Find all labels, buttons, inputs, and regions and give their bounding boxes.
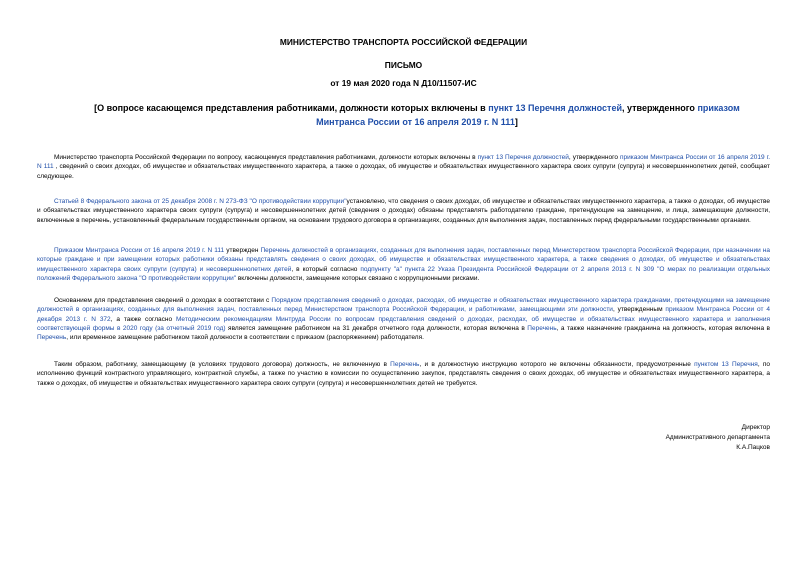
paragraph-text: Основанием для представления сведений о доходах в соответствии с <box>54 297 272 304</box>
paragraph-text: Таким образом, работнику, замещающему (в условиях трудового договора) должность, не включенную в <box>54 361 391 368</box>
paragraph-text: , сведений о своих доходах, об имуществе и обязательствах имущественного характера, а также о доходах, об имуществе и обязательствах имущественного характера своих супруги (супруга) и несовершеннолетних детей, сообщает следующее. <box>37 163 771 180</box>
paragraph-text: включены должности, замещение которых связано с коррупционными рисками. <box>236 274 480 282</box>
paragraph-text: , и в должностную инструкцию которого не включены обязанности, предусмотренные <box>419 361 695 368</box>
paragraph-text: Министерство транспорта Российской Федерации по вопросу, касающемуся представления работниками, должности которых включены в <box>54 154 478 161</box>
link-order-372[interactable]: приказом Минтранса России от 4 декабря 2013 г. N 372 <box>37 306 770 323</box>
link-order-111[interactable]: Приказом Минтранса России от 16 апреля 2019 г. N 111 <box>54 247 225 254</box>
ministry-heading: МИНИСТЕРСТВО ТРАНСПОРТА РОССИЙСКОЙ ФЕДЕРАЦИИ <box>279 37 528 47</box>
paragraph-text: является замещение работником на 31 декабря отчетного года должности, которая включена в <box>225 324 528 332</box>
paragraph-4 <box>37 296 770 342</box>
link-perechen[interactable]: Перечень <box>390 361 420 368</box>
document-title <box>72 101 762 129</box>
paragraph-text: , утвержденного <box>568 154 620 161</box>
paragraph-text: , а также согласно <box>110 315 176 323</box>
link-perechen-dolzhnostey[interactable]: Перечень должностей в организациях, созданных для выполнения задач, поставленных перед Министерством транспорта Российской Федерации, при назначении на которые граждане и при замещении которых работники обязаны представлять сведения о своих доходах, об имуществе и обязательствах имущественного характера, а также сведения о доходах, об имуществе и обязательствах имущественного характера своих супруги (супруга) и несовершеннолетних детей <box>37 247 771 273</box>
link-perechen[interactable]: Перечень <box>37 334 67 342</box>
signature-department: Административного департамента <box>665 434 770 441</box>
paragraph-text: , а также назначение гражданина на должность, которая включена в <box>556 324 770 332</box>
paragraph-text: утвержден <box>224 247 261 254</box>
link-ukaz-309[interactable]: подпункту "а" пункта 22 Указа Президента Российской Федерации от 2 апреля 2013 г. N 309 "О мерах по реализации отдельных положений Федерального закона "О противодействии коррупции" <box>37 265 770 282</box>
link-perechen-item-13[interactable]: пункт 13 Перечня должностей <box>477 154 569 161</box>
paragraph-text: , в который согласно <box>291 265 361 273</box>
link-poryadok[interactable]: Порядком представления сведений о доходах, расходах, об имуществе и обязательствах имущественного характера гражданами, претендующими на замещение должностей в организациях, созданных для выполнения задач, поставленных перед Министерством транспорта Российской Федерации, и работниками, замещающими эти должности <box>37 297 770 314</box>
paragraph-1 <box>37 153 770 181</box>
paragraph-text: , утвержденным <box>612 306 666 314</box>
link-perechen-item-13[interactable]: пунктом 13 Перечня <box>694 361 758 368</box>
paragraph-3 <box>37 246 770 283</box>
paragraph-text: , по исполнению функций контрактного управляющего, контрактной службы, а также по участию в комиссии по осуществлению закупок, представлять сведения о своих доходах, об имуществе и обязательствах имущественного характера, а также о доходах, об имуществе и обязательствах имущественного характера своих супруги (супруга) и несовершеннолетних детей не требуется. <box>37 361 770 387</box>
title-text: , утвержденного <box>622 103 698 113</box>
paragraph-5 <box>37 360 770 388</box>
paragraph-text: установлено, что сведения о своих доходах, об имуществе и обязательствах имущественного характера, а также о доходах, об имуществе и обязательствах имущественного характера своих супруги (супруга) и несовершеннолетних детей (сведения о доходах) обязаны представлять работодателю граждане, претендующие на замещение, и лица, замещающие должности, включенные в перечень, установленный федеральным государственным органом, на основании трудового договора в организациях, созданных для выполнения задач, поставленных перед федеральными государственными органами. <box>37 198 770 224</box>
paragraph-2 <box>37 197 770 225</box>
signature-name: К.А.Пацков <box>736 444 770 451</box>
link-method-recommendations[interactable]: Методическим рекомендациям Минтруда России по вопросам представления сведений о доходах, расходах, об имуществе и обязательствах имущественного характера и заполнения соответствующей формы в 2020 году (за отчетный 2019 год) <box>37 315 771 332</box>
title-link-perechen-item-13[interactable]: пункт 13 Перечня должностей <box>488 103 623 113</box>
link-order-111[interactable]: приказом Минтранса России от 16 апреля 2019 г. N 111 <box>37 154 770 171</box>
link-federal-law-273[interactable]: Статьей 8 Федерального закона от 25 декабря 2008 г. N 273-ФЗ "О противодействии коррупции" <box>54 198 347 205</box>
title-text: ] <box>514 117 518 127</box>
signature-position: Директор <box>741 424 770 431</box>
paragraph-text: , или временное замещение работником такой должности в соответствии с приказом (распоряжением) работодателя. <box>66 334 424 342</box>
document-type: ПИСЬМО <box>384 60 423 70</box>
document-date-number: от 19 мая 2020 года N Д10/11507-ИС <box>330 78 477 88</box>
title-link-order-111[interactable]: приказом Минтранса России от 16 апреля 2019 г. N 111 <box>316 103 740 127</box>
link-perechen[interactable]: Перечень <box>527 324 557 332</box>
title-text: [О вопросе касающемся представления работниками, должности которых включены в <box>94 103 489 113</box>
